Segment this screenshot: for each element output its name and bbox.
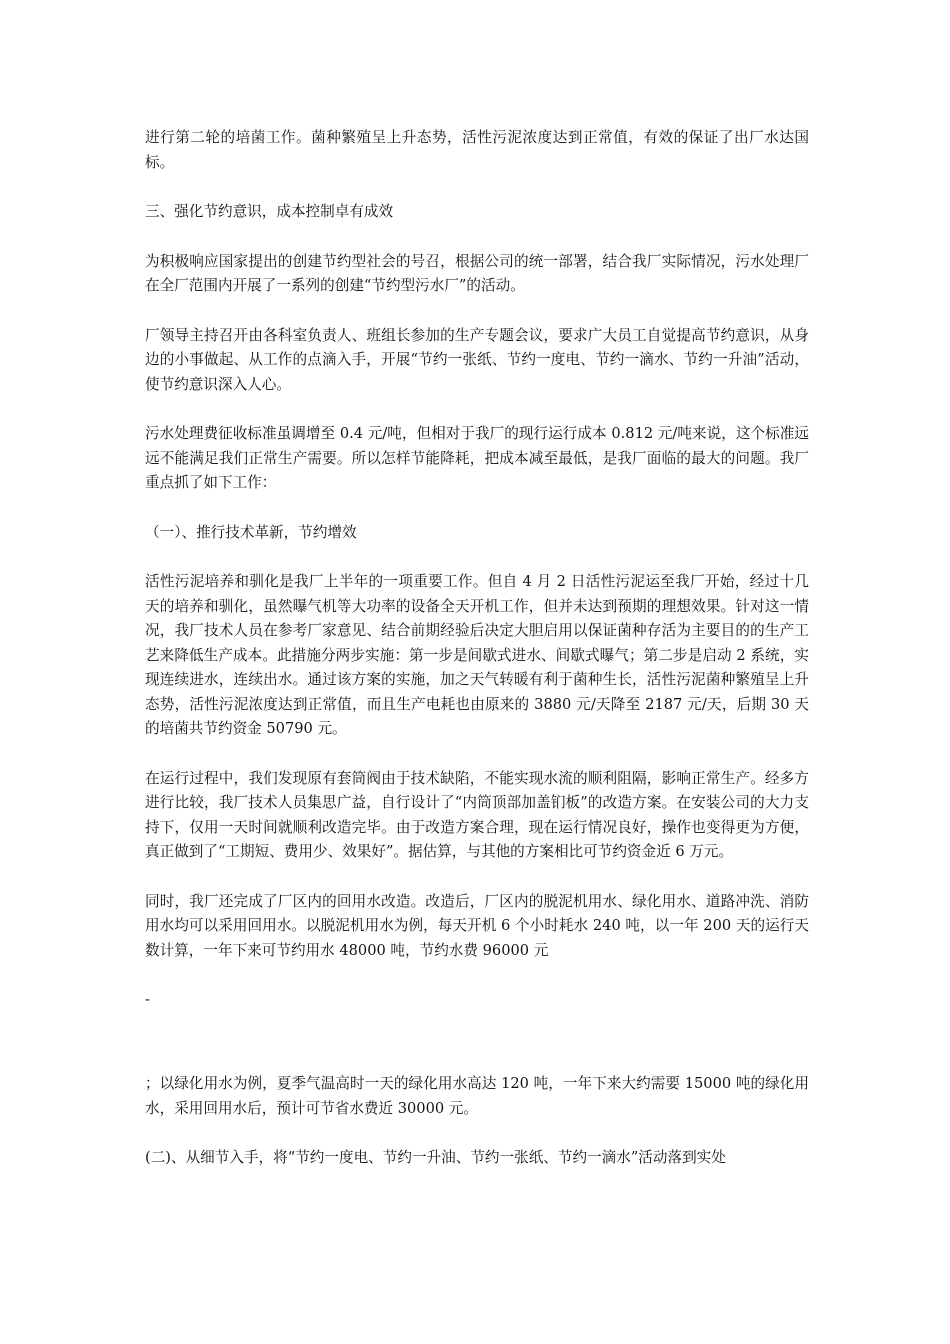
paragraph-5: 活性污泥培养和驯化是我厂上半年的一项重要工作。但自 4 月 2 日活性污泥运至我厂开始，经过十几天的培养和驯化，虽然曝气机等大功率的设备全天开机工作，但并未达到预期的理想效果。针对这一情况，我厂技术人员在参考厂家意见、结合前期经验后决定大胆启用以保证菌种存活为主要目的的生产工艺来降低生产成本。此措施分两步实施：第一步是间歇式进水、间歇式曝气；第二步是启动 2 系统，实现连续进水，连续出水。通过该方案的实施，加之天气转暖有利于菌种生长，活性污泥菌种繁殖呈上升态势，活性污泥浓度达到正常值，而且生产电耗也由原来的 3880 元/天降至 2187 元/天，后期 30 天的培菌共节约资金 50790 元。 — [145, 573, 809, 737]
paragraph-4: 污水处理费征收标准虽调增至 0.4 元/吨，但相对于我厂的现行运行成本 0.812 元/吨来说，这个标准远远不能满足我们正常生产需要。所以怎样节能降耗，把成本减至最低，是我厂面临的最大的问题。我厂重点抓了如下工作： — [145, 425, 809, 491]
paragraph-6: 在运行过程中，我们发现原有套筒阀由于技术缺陷，不能实现水流的顺利阻隔，影响正常生产。经多方进行比较，我厂技术人员集思广益，自行设计了“内筒顶部加盖钔板”的改造方案。在安装公司的大力支持下，仅用一天时间就顺利改造完毕。由于改造方案合理，现在运行情况良好，操作也变得更为方便，真正做到了“工期短、费用少、效果好”。据估算，与其他的方案相比可节约资金近 6 万元。 — [145, 769, 809, 860]
subsection-heading-2: (二)、从细节入手，将“节约一度电、节约一升油、节约一张纸、节约一滴水”活动落到实处 — [145, 1149, 726, 1166]
page-gap — [145, 1012, 809, 1072]
paragraph-7: 同时，我厂还完成了厂区内的回用水改造。改造后，厂区内的脱泥机用水、绿化用水、道路冲洗、消防用水均可以采用回用水。以脱泥机用水为例，每天开机 6 个小时耗水 240 吨，以一年 200 天的运行天数计算，一年下来可节约用水 48000 吨，节约水费 96000 元 — [145, 892, 809, 959]
paragraph-8: ；以绿化用水为例，夏季气温高时一天的绿化用水高达 120 吨，一年下来大约需要 15000 吨的绿化用水，采用回用水后，预计可节省水费近 30000 元。 — [145, 1075, 809, 1117]
paragraph-2: 为积极响应国家提出的创建节约型社会的号召，根据公司的统一部署，结合我厂实际情况，污水处理厂在全厂范围内开展了一系列的创建“节约型污水厂”的活动。 — [145, 252, 809, 294]
paragraph-1: 进行第二轮的培菌工作。菌种繁殖呈上升态势，活性污泥浓度达到正常值，有效的保证了出厂水达国标。 — [145, 129, 809, 171]
document-page — [145, 126, 809, 1196]
subsection-heading-1: （一）、推行技术革新，节约增效 — [145, 523, 357, 541]
paragraph-3: 厂领导主持召开由各科室负责人、班组长参加的生产专题会议，要求广大员工自觉提高节约意识，从身边的小事做起、从工作的点滴入手，开展“节约一张纸、节约一度电、节约一滴水、节约一升油”活动，使节约意识深入人心。 — [145, 326, 809, 393]
page-break-dash: - — [145, 991, 150, 1008]
section-heading-3: 三、强化节约意识，成本控制卓有成效 — [145, 203, 394, 220]
